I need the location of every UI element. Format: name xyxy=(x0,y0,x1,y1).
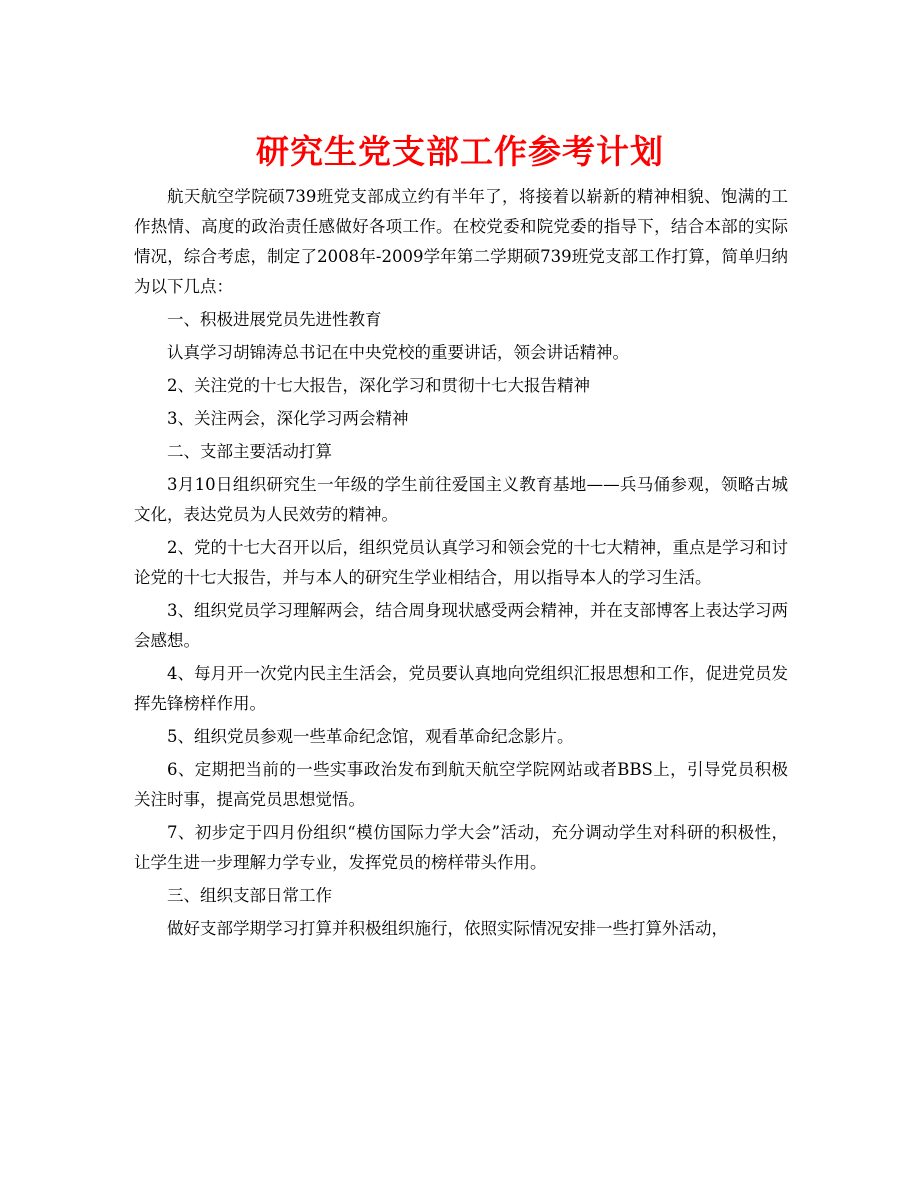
section-heading-3: 三、组织支部日常工作 xyxy=(167,886,332,905)
paragraph-item: 4、每月开一次党内民主生活会，党员要认真地向党组织汇报思想和工作，促进党员发挥先锋榜样作用。 xyxy=(134,664,788,713)
document-title: 研究生党支部工作参考计划 xyxy=(256,132,664,171)
paragraph-intro: 航天航空学院硕739班党支部成立约有半年了，将接着以崭新的精神相貌、饱满的工作热情、高度的政治责任感做好各项工作。在校党委和院党委的指导下，结合本部的实际情况，综合考虑，制定了2008年-2009学年第二学期硕739班党支部工作打算，简单归纳为以下几点： xyxy=(134,187,788,296)
paragraph-item: 2、关注党的十七大报告，深化学习和贯彻十七大报告精神 xyxy=(167,376,590,395)
paragraph-item: 3月10日组织研究生一年级的学生前往爱国主义教育基地——兵马俑参观，领略古城文化，表达党员为人民效劳的精神。 xyxy=(134,475,788,524)
paragraph-item: 认真学习胡锦涛总书记在中央党校的重要讲话，领会讲话精神。 xyxy=(167,343,629,362)
paragraph-item: 3、组织党员学习理解两会，结合周身现状感受两会精神，并在支部博客上表达学习两会感想。 xyxy=(134,601,788,650)
paragraph-item: 5、组织党员参观一些革命纪念馆，观看革命纪念影片。 xyxy=(167,727,574,746)
paragraph-item: 3、关注两会，深化学习两会精神 xyxy=(167,409,409,428)
paragraph-item: 6、定期把当前的一些实事政治发布到航天航空学院网站或者BBS上，引导党员积极关注时事，提高党员思想觉悟。 xyxy=(134,760,788,809)
paragraph-item: 做好支部学期学习打算并积极组织施行，依照实际情况安排一些打算外活动， xyxy=(167,919,728,938)
paragraph-item: 2、党的十七大召开以后，组织党员认真学习和领会党的十七大精神，重点是学习和讨论党的十七大报告，并与本人的研究生学业相结合，用以指导本人的学习生活。 xyxy=(134,538,788,587)
document-body xyxy=(134,182,788,947)
paragraph-item: 7、初步定于四月份组织“模仿国际力学大会”活动，充分调动学生对科研的积极性，让学生进一步理解力学专业，发挥党员的榜样带头作用。 xyxy=(134,823,788,872)
section-heading-1: 一、积极进展党员先进性教育 xyxy=(167,310,382,329)
section-heading-2: 二、支部主要活动打算 xyxy=(167,442,332,461)
